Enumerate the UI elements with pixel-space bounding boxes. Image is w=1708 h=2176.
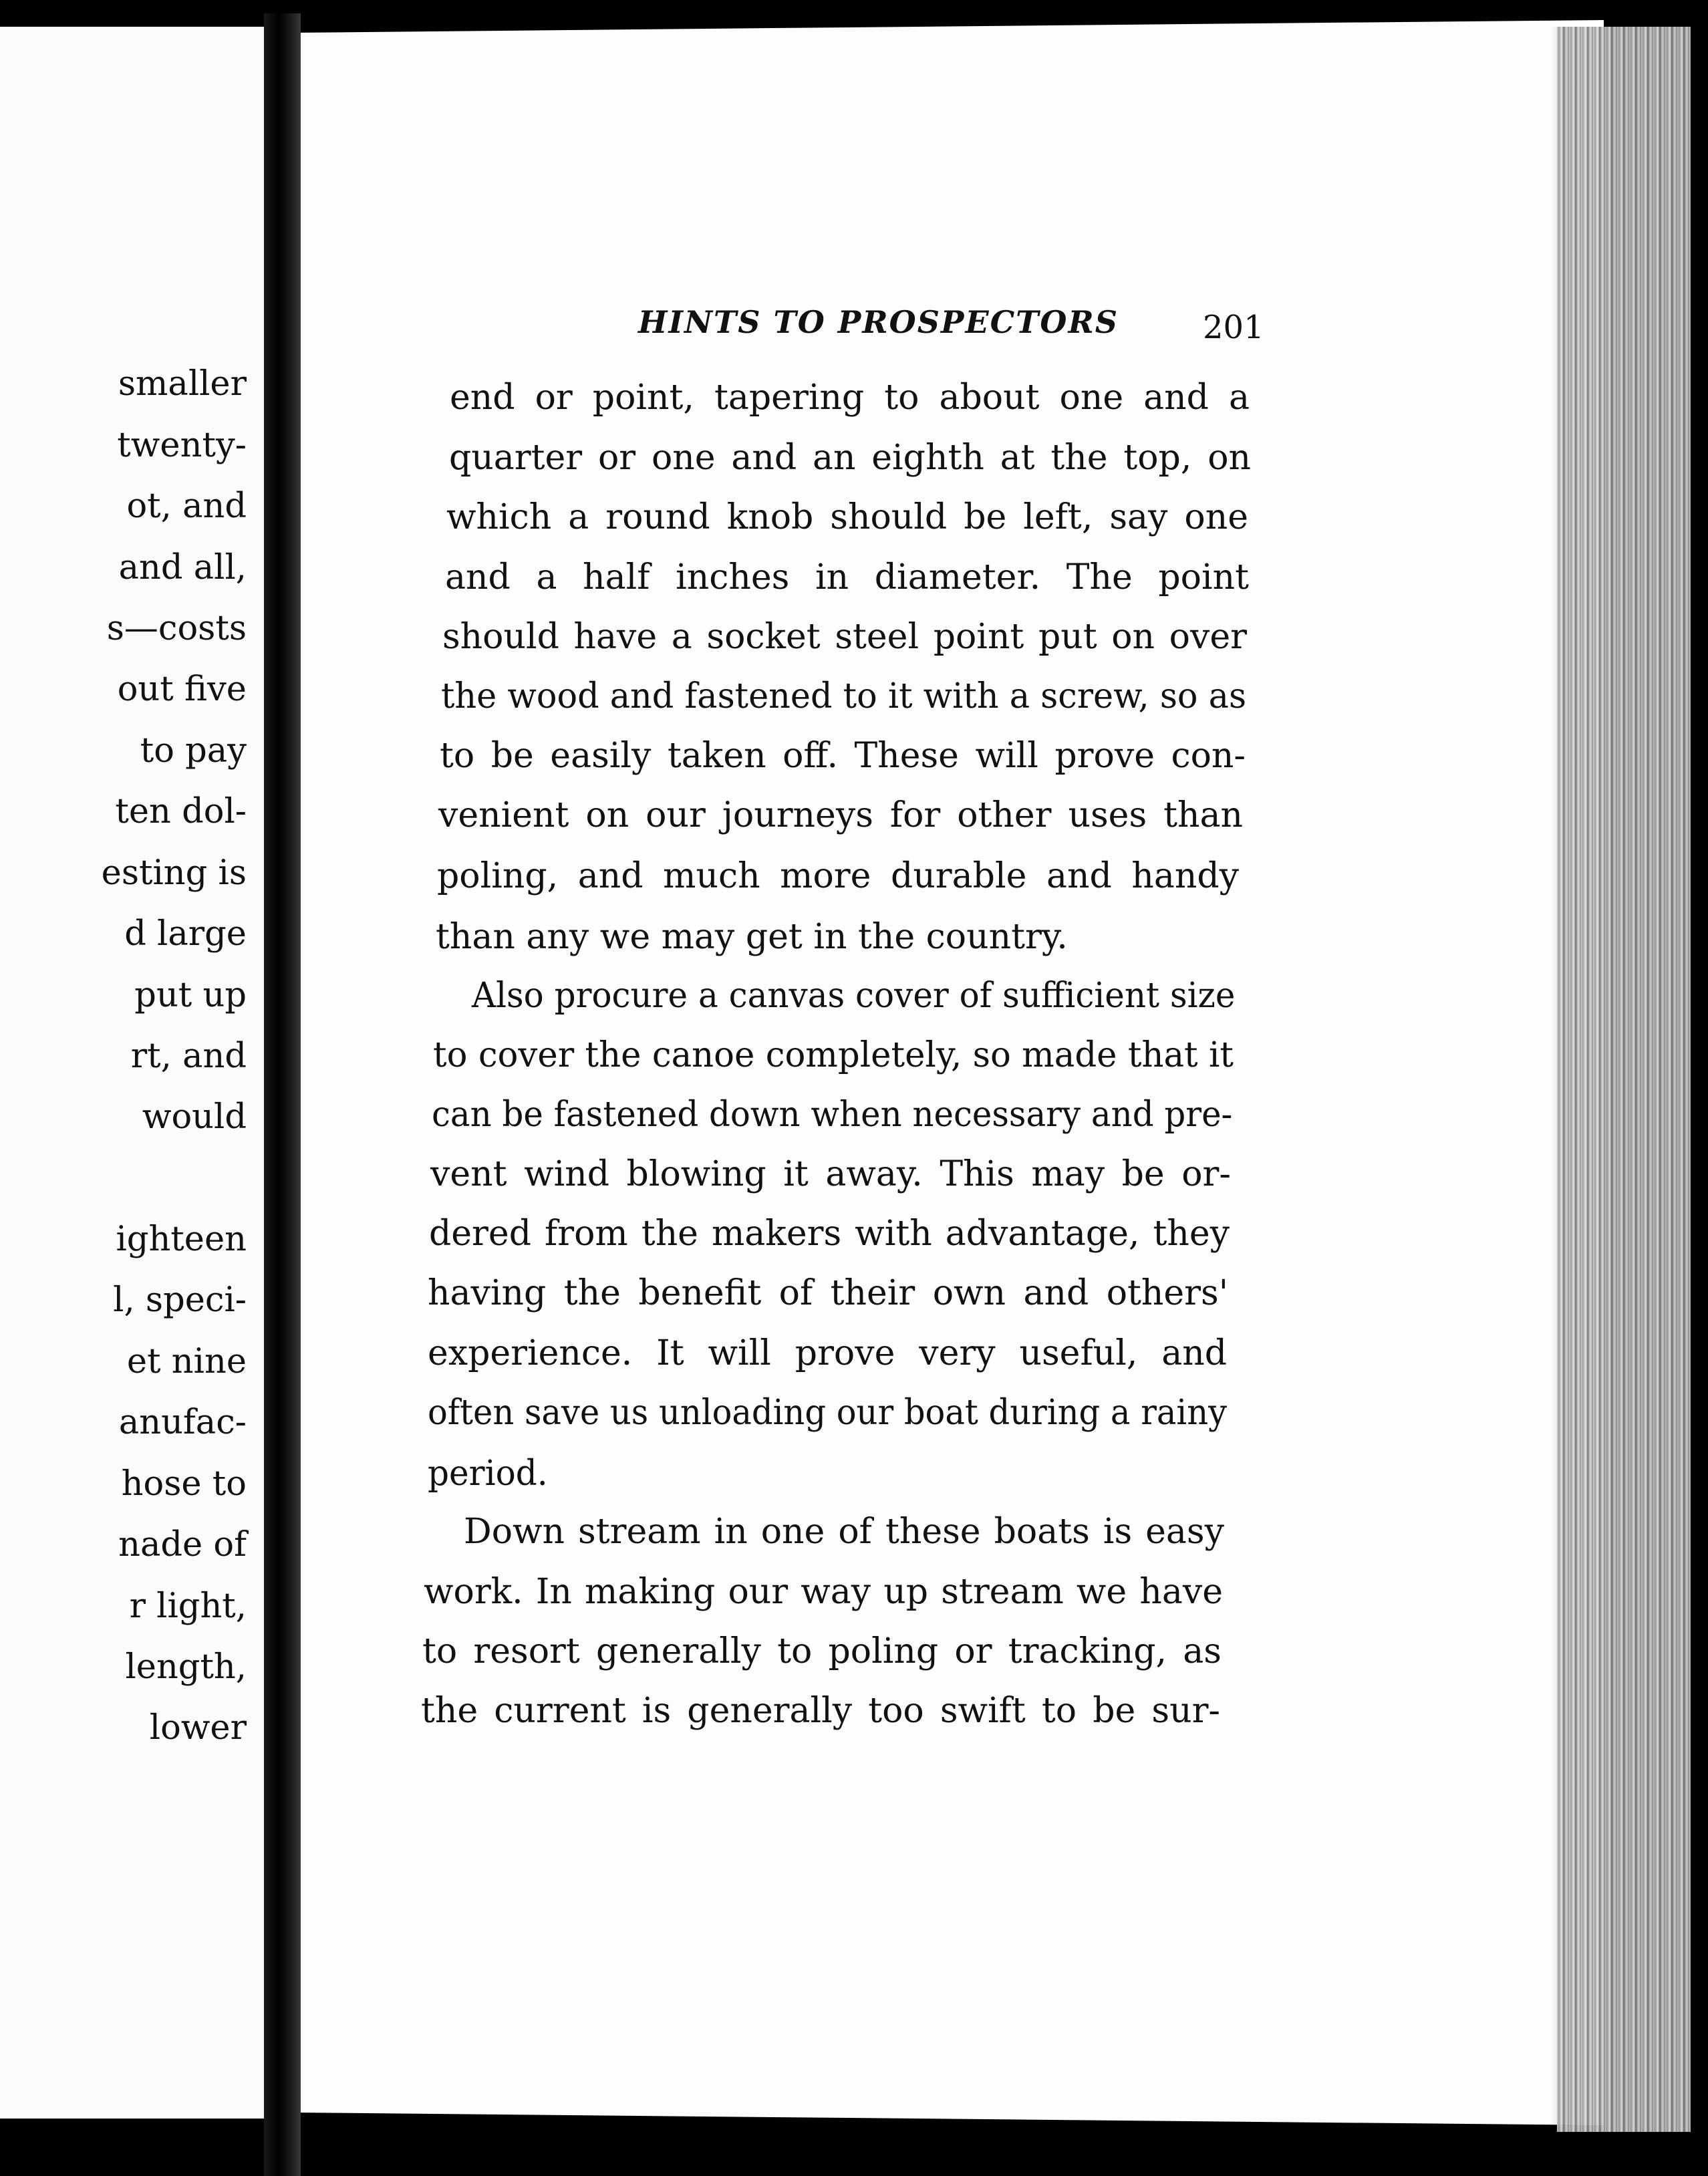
text-line: can be fastened down when necessary and pre- [432,1095,1233,1135]
left-line: ten dol- [115,792,247,831]
left-line: lower [149,1708,247,1748]
left-line: r light, [129,1587,247,1626]
text-line: Down stream in one of these boats is easy [464,1512,1224,1552]
text-line: period. [428,1454,548,1494]
text-line: venient on our journeys for other uses than [438,795,1243,835]
left-line: to pay [140,731,247,771]
text-line: often save us unloading our boat during a rainy [428,1393,1228,1433]
text-line: work. In making our way up stream we have [424,1572,1223,1612]
left-line: esting is [101,853,247,893]
left-line: and all, [118,548,247,587]
text-line: vent wind blowing it away. This may be or- [430,1154,1231,1194]
text-line: should have a socket steel point put on over [442,617,1247,657]
text-line: Also procure a canvas cover of sufficient size [472,976,1236,1016]
running-head: HINTS TO PROSPECTORS [638,304,1119,340]
text-line: which a round knob should be left, say one [446,497,1248,537]
text-line: quarter or one and an eighth at the top, on [449,438,1251,478]
left-page [0,27,264,2119]
text-line: to resort generally to poling or tracking, as [422,1631,1222,1671]
left-line: anufac- [118,1403,247,1442]
left-line: s—costs [106,609,247,648]
text-line: than any we may get in the country. [436,917,1068,957]
text-line: and a half inches in diameter. The point [445,557,1249,597]
text-line: dered from the makers with advantage, they [429,1214,1230,1254]
left-line: ighteen [116,1220,247,1259]
left-line: put up [134,976,247,1015]
left-line: l, speci- [113,1280,247,1320]
left-line: et nine [126,1342,247,1381]
left-line: d large [124,914,247,954]
text-line: poling, and much more durable and handy [437,856,1239,896]
left-line: length, [125,1647,247,1687]
page-fore-edge [1557,27,1691,2132]
text-line: having the benefit of their own and others' [428,1273,1228,1313]
left-line: would [142,1097,247,1137]
text-line: end or point, tapering to about one and a [450,378,1250,418]
left-line: out five [117,670,247,709]
text-line: to be easily taken off. These will prove con- [440,736,1246,776]
text-line: experience. It will prove very useful, and [428,1333,1227,1373]
text-line: to cover the canoe completely, so made that it [433,1035,1234,1075]
left-line: ot, and [126,487,247,526]
left-line: hose to [121,1464,247,1504]
left-line: twenty- [117,426,247,465]
left-line: rt, and [130,1037,247,1076]
text-line: the current is generally too swift to be sur- [421,1691,1220,1731]
book-gutter [264,13,301,2176]
left-line: nade of [118,1525,247,1565]
page-number: 201 [1203,309,1264,346]
text-line: the wood and fastened to it with a screw, so as [441,676,1247,716]
left-line: smaller [118,364,247,404]
